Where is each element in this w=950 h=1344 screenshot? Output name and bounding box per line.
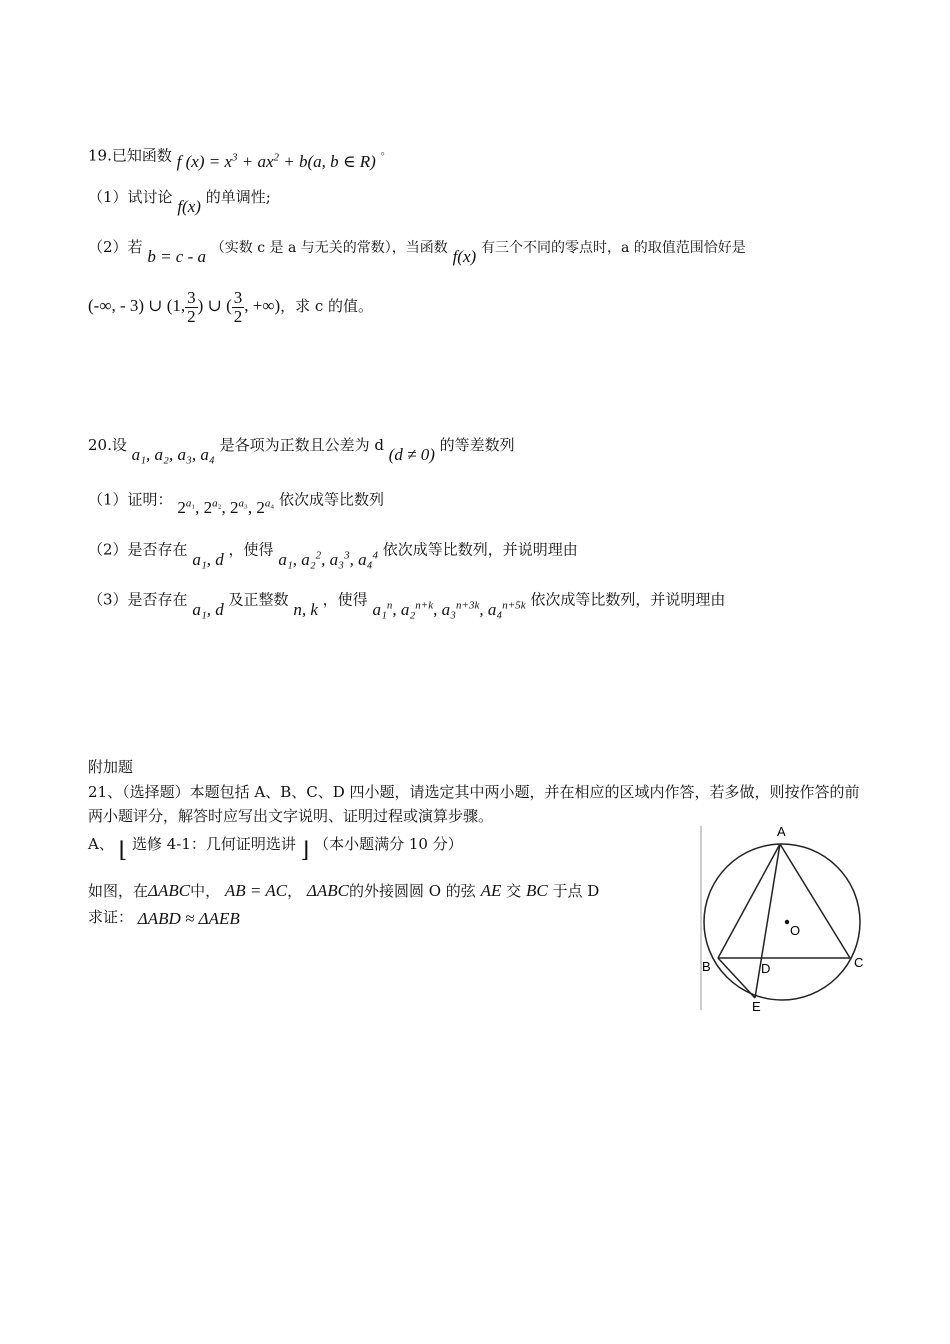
q21-given — [88, 880, 599, 902]
right-bracket: ⌋ — [300, 838, 310, 863]
given-ae: AE — [480, 881, 502, 900]
q19-part2 — [88, 236, 746, 266]
given-tri-2: ΔABC — [306, 881, 349, 900]
geometry-figure — [700, 822, 870, 1012]
q20-statement — [88, 434, 515, 464]
q19-p2-expr: b = c - a — [147, 247, 207, 266]
q19-p1-tail: 的单调性; — [205, 188, 271, 206]
q20-part3 — [88, 584, 726, 619]
q19-p1-label: （1）试讨论 — [88, 188, 173, 206]
q21-prove — [88, 906, 240, 928]
label-b: B — [702, 959, 711, 974]
q20-p2-mid: ，使得 — [228, 540, 274, 559]
q19-statement — [88, 140, 392, 171]
q20-p3-tail: 依次成等比数列，并说明理由 — [530, 590, 726, 609]
q19-frac-1: $\frac{3}{2}$ — [187, 287, 196, 326]
given-bc: BC — [525, 881, 548, 900]
q20-p1-label: （1）证明： — [88, 490, 173, 509]
q19-intro: 19.已知函数 — [88, 146, 172, 165]
label-o: O — [790, 923, 801, 938]
q20-p3-label: （3）是否存在 — [88, 590, 188, 609]
q19-formula: f $(x) = x^3 + ax^2 + b(a$, b ∈ R) — [176, 151, 376, 171]
q19-end: 。 — [380, 144, 392, 157]
label-e: E — [752, 999, 761, 1012]
segment-ac — [780, 844, 850, 958]
q20-p2-expr: a₁, a₂$^2$, a₃$^3$, a₄$^4$ — [278, 549, 378, 569]
q20-p3-vars: a₁, d — [192, 599, 224, 619]
circle-o — [704, 844, 860, 1000]
q19-part1 — [88, 186, 271, 216]
given-text-3: ， — [287, 882, 303, 900]
q20-p1-tail: 依次成等比数列 — [278, 490, 384, 509]
q20-p1-expr: $2^{a_1}$, $2^{a_2}$, $2^{a_3}$, $2^{a_4}$ — [177, 497, 275, 517]
given-text-6: 于点 D — [552, 882, 600, 900]
given-text-2: 中， — [190, 882, 221, 900]
q19-p2-tail: 有三个不同的零点时，a 的取值范围恰好是 — [480, 240, 746, 256]
q21-a-label: A、 — [88, 835, 114, 853]
q19-p2-end: ，求 c 的值。 — [280, 297, 374, 315]
q20-p2-vars: a₁, d — [192, 549, 224, 569]
q19-range-b: ) ∪ ( — [197, 296, 232, 315]
q21-statement: 21、（选择题）本题包括 A、B、C、D 四小题，请选定其中两小题，并在相应的区域内作答，若多做，则按作答的前两小题评分，解答时应写出文字说明、证明过程或演算步骤。 — [88, 783, 860, 825]
given-text-5: 交 — [506, 882, 522, 900]
q21-a-score: （本小题满分 10 分） — [314, 835, 463, 853]
q19-range-a: (-∞, - 3) ∪ (1, — [88, 296, 186, 315]
q20-p2-tail: 依次成等比数列，并说明理由 — [382, 540, 578, 559]
given-tri-1: ΔABC — [148, 881, 191, 900]
left-bracket: ⌊ — [118, 838, 128, 863]
q20-seq: a₁, a₂, a₃, a₄ — [131, 445, 215, 464]
q19-p2-mid: （实数 c 是 a 与无关的常数），当函数 — [210, 240, 448, 256]
label-c: C — [854, 955, 864, 970]
label-a: A — [777, 824, 786, 839]
label-d: D — [761, 961, 771, 976]
prove-expr: ΔABD ≈ ΔAEB — [137, 909, 240, 928]
q19-frac-2: $\frac{3}{2}$ — [233, 287, 243, 326]
q20-p3-mid: 及正整数 — [228, 590, 289, 609]
q20-mid: 是各项为正数且公差为 d — [219, 436, 384, 454]
given-text-4: 的外接圆圆 O 的弦 — [348, 882, 476, 900]
center-dot — [785, 920, 789, 924]
q19-p2-fx: f(x) — [452, 247, 477, 266]
q20-part2 — [88, 534, 578, 569]
prove-label: 求证： — [88, 908, 134, 926]
q20-p3-mid2: ，使得 — [322, 590, 368, 609]
q20-intro: 20.设 — [88, 436, 127, 454]
q19-p2-label: （2）若 — [88, 238, 143, 256]
given-text-1: 如图，在 — [88, 882, 149, 900]
q20-part1 — [88, 484, 384, 517]
q19-range-c: , +∞) — [244, 296, 281, 315]
q21-a-line — [88, 832, 463, 863]
q20-cond: (d ≠ 0) — [388, 445, 435, 464]
segment-be — [718, 958, 755, 998]
extra-heading: 附加题 — [88, 758, 134, 776]
q19-range — [88, 286, 373, 326]
q21-a-title: 选修 4-1：几何证明选讲 — [132, 835, 296, 853]
q20-p3-nk: n, k — [293, 599, 318, 619]
q19-p1-fx: f(x) — [177, 197, 201, 216]
given-eq: AB = AC — [224, 881, 288, 900]
q20-p2-label: （2）是否存在 — [88, 540, 188, 559]
q20-p3-expr: a₁$^n$, a₂$^{n+k}$, a₃$^{n+3k}$, a₄$^{n+5k}$ — [372, 599, 526, 619]
q20-tail: 的等差数列 — [439, 436, 515, 454]
